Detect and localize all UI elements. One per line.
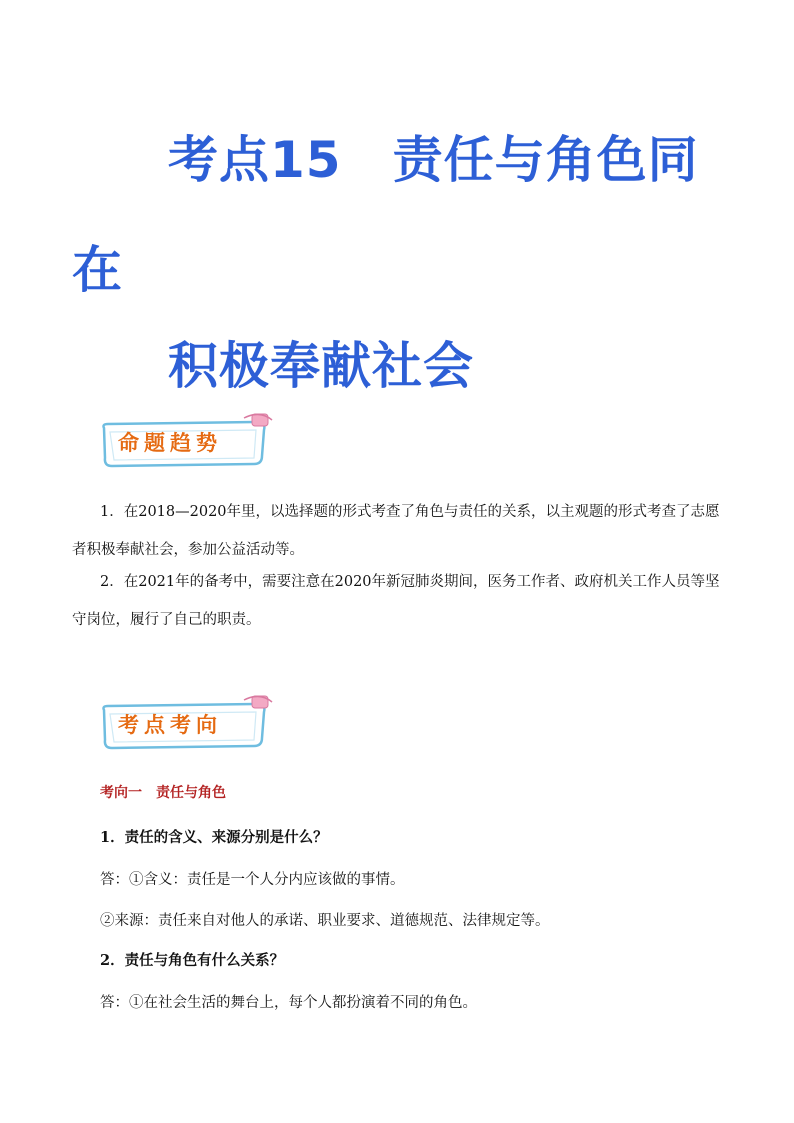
answer-2-part-1: 答：①在社会生活的舞台上，每个人都扮演着不同的角色。 xyxy=(100,995,477,1011)
trend-item-2 xyxy=(72,563,728,639)
direction-heading: 考向一 责任与角色 xyxy=(100,785,226,801)
page-title-line-2: 在 xyxy=(72,241,122,299)
trend-section-banner xyxy=(98,412,273,470)
page-title-line-1: 考点15 责任与角色同 xyxy=(168,131,699,189)
question-2: 2．责任与角色有什么关系？ xyxy=(100,952,285,969)
trend-banner-label: 命题趋势 xyxy=(118,431,222,455)
trend-item-1 xyxy=(72,493,728,569)
trend-item-2-text: 2．在2021年的备考中，需要注意在2020年新冠肺炎期间，医务工作者、政府机关工作人员等坚守岗位，履行了自己的职责。 xyxy=(72,574,720,628)
answer-1-meaning: 答：①含义：责任是一个人分内应该做的事情。 xyxy=(100,872,405,888)
page-title-line-3: 积极奉献社会 xyxy=(168,337,474,395)
trend-item-1-text: 1．在2018—2020年里，以选择题的形式考查了角色与责任的关系，以主观题的形式考查了志愿者积极奉献社会，参加公益活动等。 xyxy=(72,504,720,558)
answer-1-source: ②来源：责任来自对他人的承诺、职业要求、道德规范、法律规定等。 xyxy=(100,913,550,929)
point-section-banner xyxy=(98,694,273,752)
question-1: 1．责任的含义、来源分别是什么？ xyxy=(100,829,328,846)
point-banner-label: 考点考向 xyxy=(118,713,222,737)
